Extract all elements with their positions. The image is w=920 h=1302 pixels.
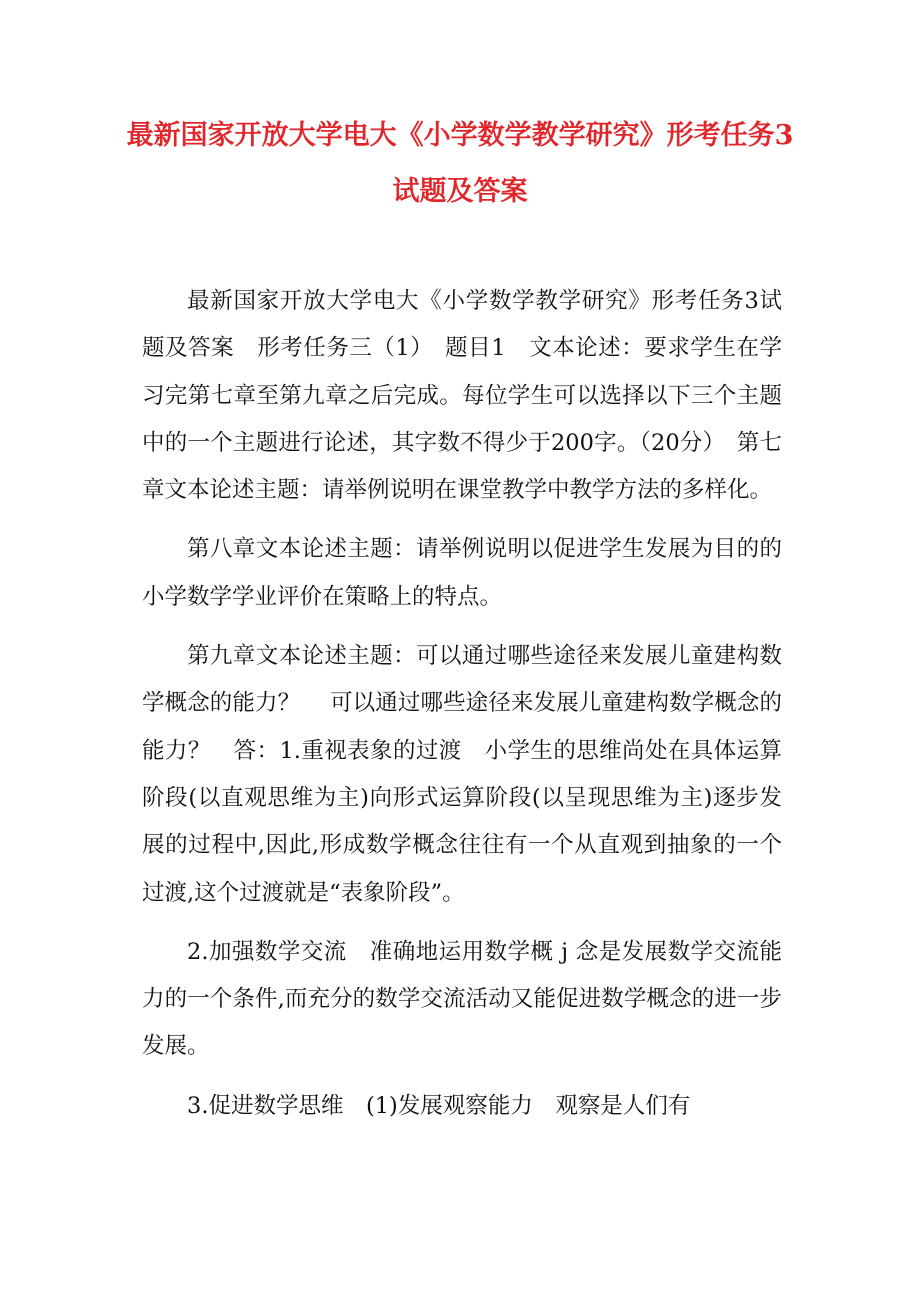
paragraph-point-2: 2.加强数学交流 准确地运用数学概 j 念是发展数学交流能力的一个条件,而充分的数学交流活动又能促进数学概念的进一步发展。 — [142, 938, 782, 1060]
document-title: 最新国家开放大学电大《小学数学教学研究》形考任务3试题及答案 — [126, 120, 794, 207]
document-body — [142, 278, 782, 1142]
paragraph-chapter-9: 第九章文本论述主题：可以通过哪些途径来发展儿童建构数学概念的能力？ 可以通过哪些途径来发展儿童建构数学概念的能力？ 答：1.重视表象的过渡 小学生的思维尚处在具体运算阶段(以直观思维为主)向形式运算阶段(以呈现思维为主)逐步发展的过程中,因此,形成数学概念往往有一个从直观到抽象的一个过渡,这个过渡就是“表象阶段”。 — [142, 643, 782, 906]
paragraph-chapter-8: 第八章文本论述主题：请举例说明以促进学生发展为目的的小学数学学业评价在策略上的特点。 — [142, 536, 782, 610]
paragraph-point-3: 3.促进数学思维 (1)发展观察能力 观察是人们有 — [187, 1092, 691, 1119]
paragraph-intro: 最新国家开放大学电大《小学数学教学研究》形考任务3试题及答案 形考任务三（1） 题目1 文本论述：要求学生在学习完第七章至第九章之后完成。每位学生可以选择以下三个主题中的一个主题进行论述，其字数不得少于200字。（20分） 第七章文本论述主题：请举例说明在课堂教学中教学方法的多样化。 — [142, 288, 782, 504]
